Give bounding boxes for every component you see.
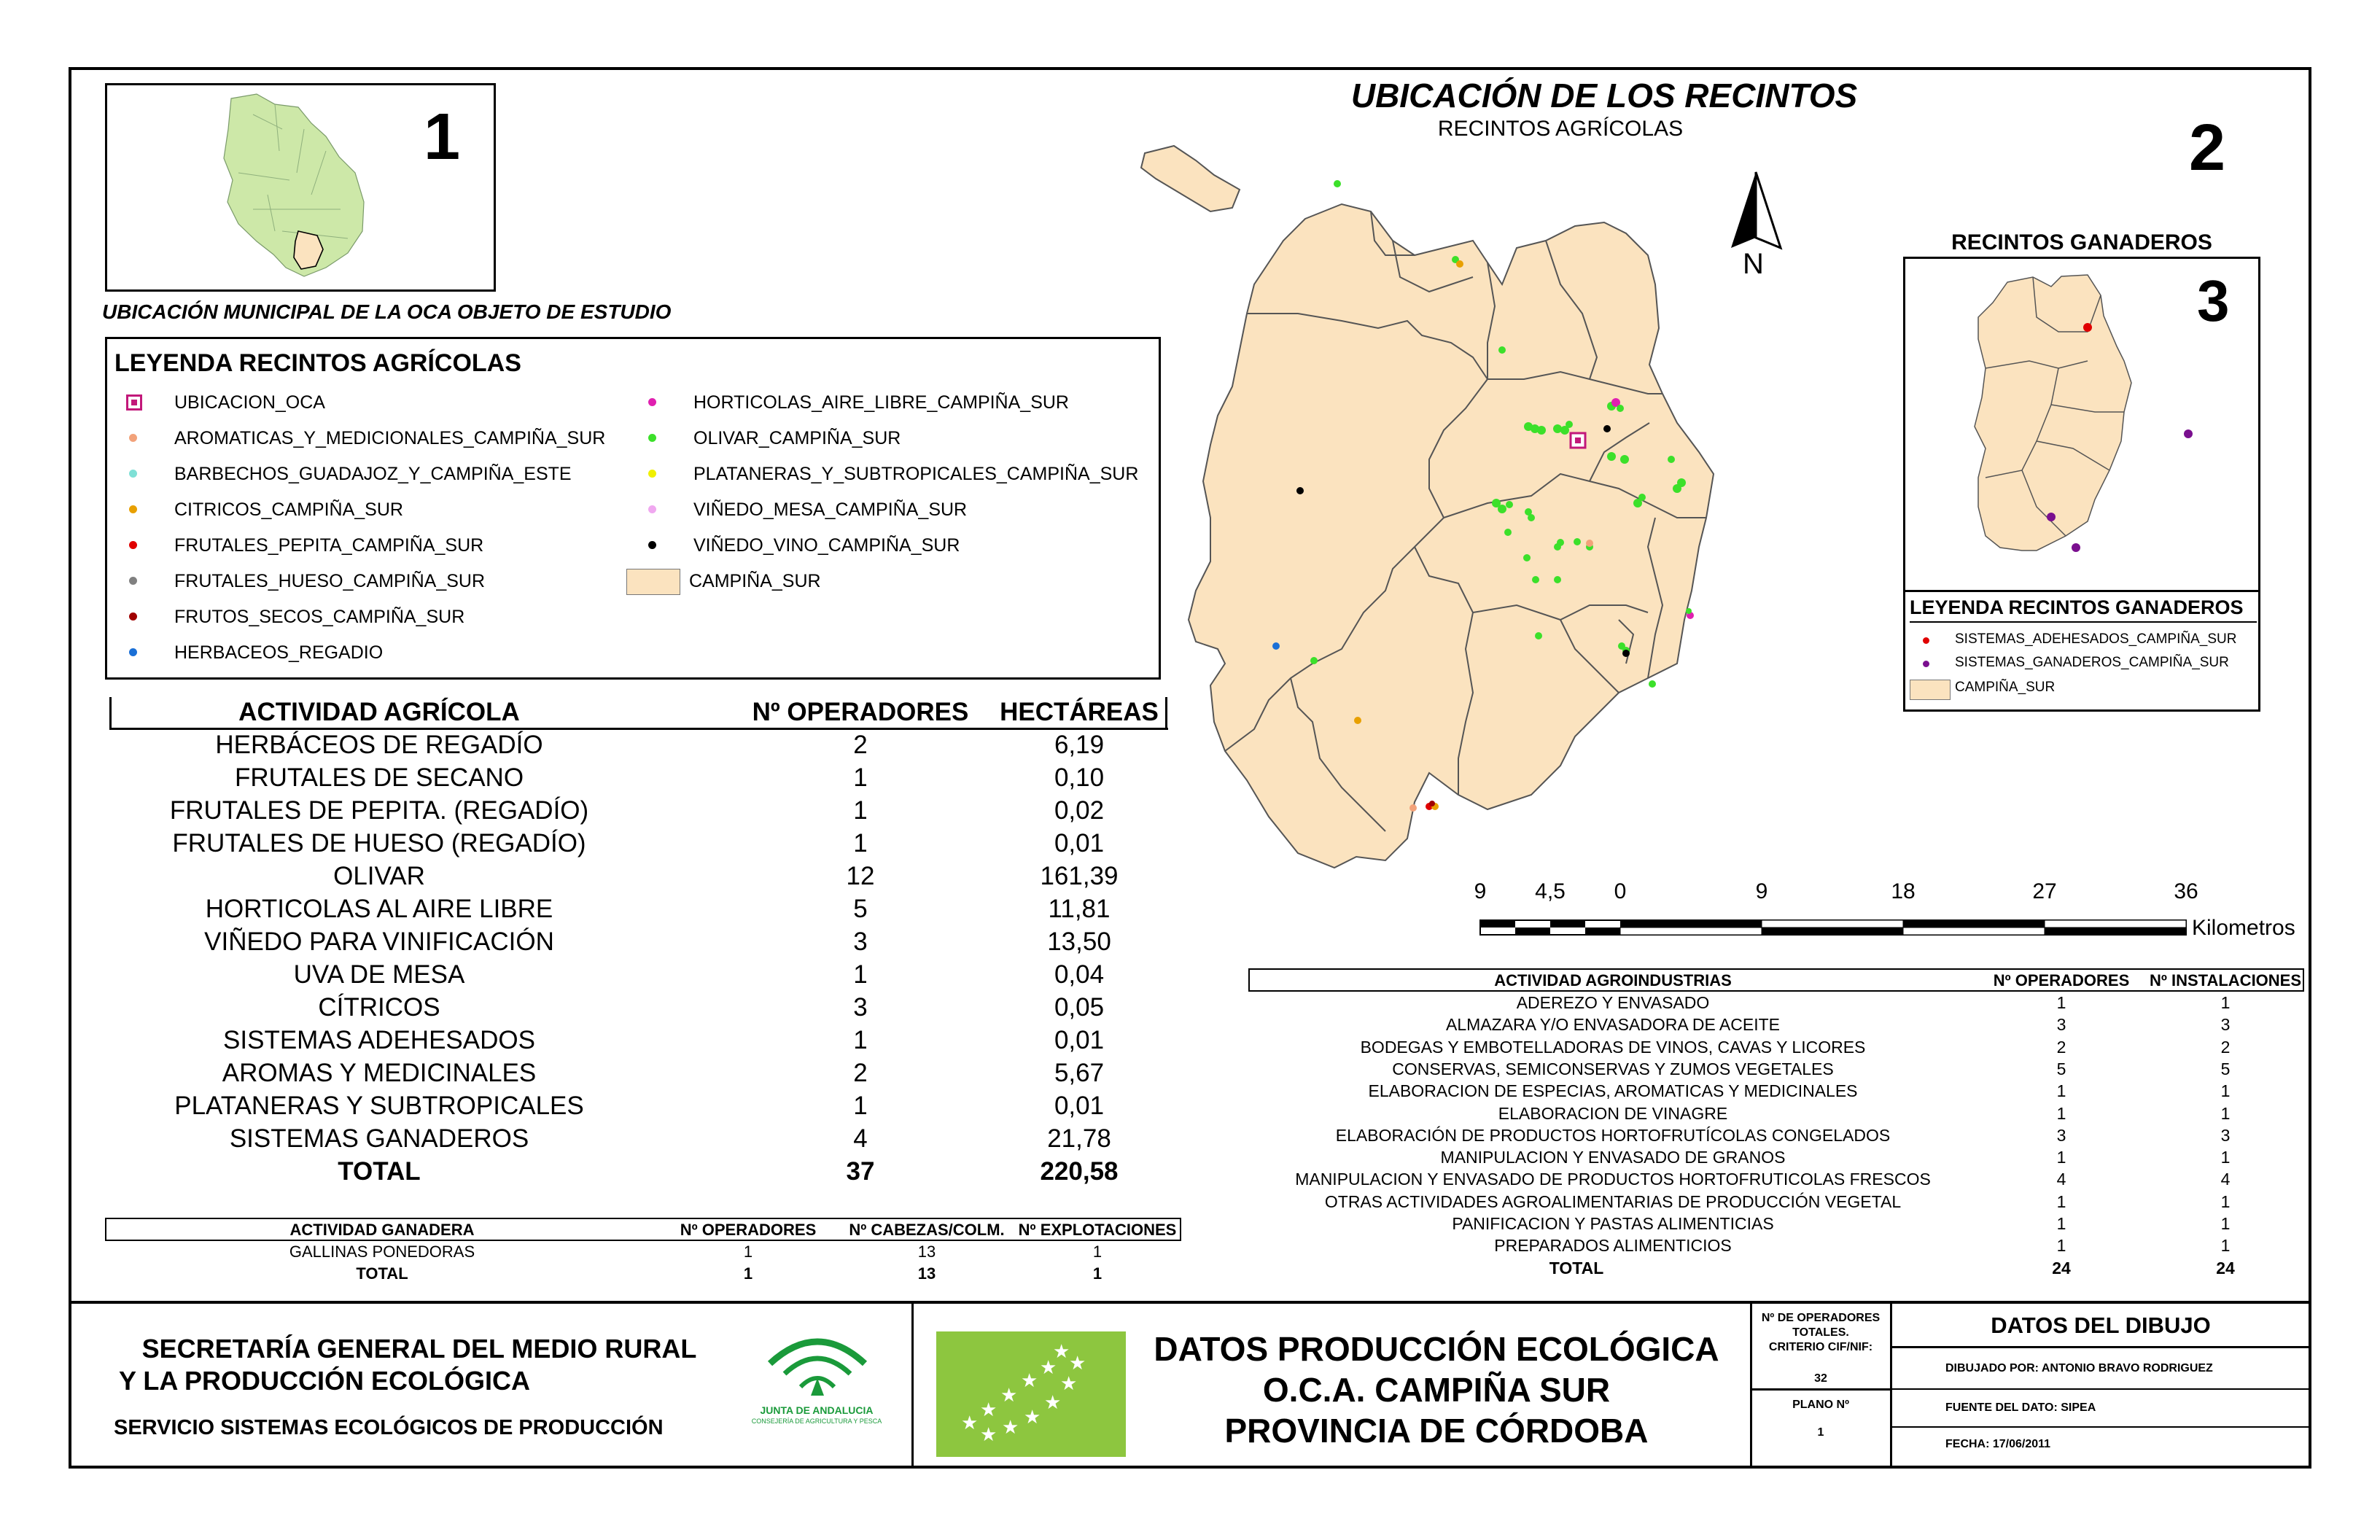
table-row [105,1241,1184,1263]
agri-hectares: 5,67 [1054,1059,1105,1087]
agri-activity: FRUTALES DE PEPITA. (REGADÍO) [169,796,589,825]
agroind-activity: ELABORACIÓN DE PRODUCTOS HORTOFRUTÍCOLAS CONGELADOS [1335,1125,1891,1145]
citricos-point [1354,717,1361,724]
agroind-activity: OTRAS ACTIVIDADES AGROALIMENTARIAS DE PRODUCCIÓN VEGETAL [1324,1191,1902,1211]
livestock-legend-item: SISTEMAS_GANADEROS_CAMPIÑA_SUR [1955,655,2229,670]
table-row [109,1090,1168,1122]
table-row [109,1123,1168,1155]
drawing-title: DATOS DEL DIBUJO [1991,1312,2211,1338]
agri-header-hectares: HECTÁREAS [1000,698,1159,726]
livestock-legend-item: CAMPIÑA_SUR [1955,680,2056,695]
agri-operators: 2 [853,1059,868,1087]
agroind-total-row [1248,1257,2307,1279]
agri-legend [105,337,1161,680]
olivar-point [1677,478,1686,487]
agroind-table [1248,968,2307,1282]
scale-segment [2045,928,2186,935]
operators-label-3: CRITERIO CIF/NIF: [1768,1341,1873,1353]
table-row [1248,1080,2307,1102]
agroind-header [1248,970,2307,992]
agri-operators: 1 [853,829,868,858]
agroind-operators: 1 [2056,1148,2066,1167]
agri-header-activity: ACTIVIDAD AGRÍCOLA [238,698,520,726]
agroind-activity: ELABORACION DE ESPECIAS, AROMATICAS Y MEDICINALES [1368,1081,1858,1101]
agroind-installations: 1 [2220,1214,2231,1233]
table-row [109,795,1168,827]
sistemas-adehesados-point [2083,323,2092,332]
agroind-operators: 1 [2056,1236,2066,1256]
olivar-point [1620,455,1629,464]
legend-item-label: HORTICOLAS_AIRE_LIBRE_CAMPIÑA_SUR [693,392,1069,413]
table-row [1248,1058,2307,1080]
agroind-header-operators: Nº OPERADORES [1993,971,2130,989]
livestock-header-activity: ACTIVIDAD GANADERA [289,1221,475,1239]
agroind-activity: TOTAL [1549,1258,1604,1278]
service-name: SERVICIO SISTEMAS ECOLÓGICOS DE PRODUCCIÓN [114,1416,664,1439]
table-row [109,992,1168,1024]
agroind-activity: ELABORACION DE VINAGRE [1498,1103,1728,1123]
agri-activity: FRUTALES DE SECANO [234,763,524,792]
legend-item-label: VIÑEDO_MESA_CAMPIÑA_SUR [693,499,968,520]
plano-value: 1 [1817,1426,1824,1439]
agri-hectares: 0,01 [1054,1092,1105,1120]
livestock-activity: GALLINAS PONEDORAS [289,1242,475,1261]
table-row [1248,1102,2307,1124]
agroind-activity: PREPARADOS ALIMENTICIOS [1494,1236,1732,1256]
livestock-legend-rule [1910,621,2257,623]
legend-item-label: HERBACEOS_REGADIO [174,642,384,663]
point-swatch [648,434,656,442]
legend-item-label: CAMPIÑA_SUR [689,571,821,591]
scale-unit: Kilometros [2192,916,2295,940]
table-row [109,926,1168,958]
legend-item-label: BARBECHOS_GUADAJOZ_Y_CAMPIÑA_ESTE [174,464,572,484]
livestock-operators: 1 [743,1242,753,1261]
olivar-point [1649,680,1656,688]
agroind-installations: 3 [2220,1015,2231,1035]
agri-activity: SISTEMAS ADEHESADOS [223,1026,535,1054]
drawing-row-rule-1 [1890,1388,2311,1390]
livestock-legend-title: LEYENDA RECINTOS GANADEROS [1910,596,2244,618]
scale-segment [1480,920,1515,928]
agri-activity: VIÑEDO PARA VINIFICACIÓN [204,928,554,956]
agroind-operators: 5 [2056,1059,2066,1078]
agri-operators: 37 [846,1157,875,1186]
scale-tick-label: 18 [1891,879,1916,903]
svg-text:★: ★ [1000,1385,1018,1407]
footer-cell-rule [1750,1388,1890,1391]
table-row [109,1024,1168,1057]
agroind-operators: 1 [2056,993,2066,1012]
agri-hectares: 11,81 [1048,895,1111,923]
drawn-by: DIBUJADO POR: ANTONIO BRAVO RODRIGUEZ [1945,1362,2213,1374]
point-swatch [129,434,137,442]
scale-segment [1585,928,1620,935]
agroind-operators: 24 [2052,1258,2071,1278]
main-map-svg [1123,139,1779,897]
table-row [1248,1234,2307,1256]
agri-total-row [109,1156,1168,1188]
map-subtitle: RECINTOS AGRÍCOLAS [1437,117,1684,141]
agri-operators: 3 [853,928,868,956]
agri-operators: 1 [853,960,868,989]
agroind-installations: 1 [2220,993,2231,1012]
scale-segment [1515,928,1550,935]
olivar-point [1506,501,1513,508]
agri-operators: 1 [853,1026,868,1054]
livestock-total-farms: 1 [1092,1264,1102,1283]
scale-tick-label: 27 [2032,879,2057,903]
point-swatch [129,505,137,513]
livestock-total-label: TOTAL [356,1264,408,1283]
scale-tick-label: 36 [2174,879,2198,903]
province-outline [224,94,364,276]
table-row [109,860,1168,892]
scale-tick-label: 0 [1614,879,1627,903]
sistemas-ganaderos-point [2072,543,2080,552]
point-swatch [129,470,137,478]
agroind-operators: 4 [2056,1170,2066,1189]
scale-tick-label: 9 [1755,879,1768,903]
olivar-point [1535,632,1542,639]
scale-tick-label: 4,5 [1535,879,1566,903]
table-row [109,1057,1168,1089]
inset3-title: RECINTOS GANADEROS [1951,230,2212,254]
agroind-activity: CONSERVAS, SEMICONSERVAS Y ZUMOS VEGETALES [1392,1059,1834,1078]
agroind-installations: 1 [2220,1148,2231,1167]
point-swatch [648,398,656,406]
svg-text:★: ★ [1053,1341,1070,1363]
main-title-1: DATOS PRODUCCIÓN ECOLÓGICA [1154,1330,1719,1368]
olivar-point [1528,514,1535,521]
svg-text:★: ★ [1002,1417,1019,1439]
svg-text:★: ★ [980,1424,998,1446]
table-row [109,893,1168,925]
map-number-3: 3 [2197,268,2230,333]
olivar-point [1504,529,1512,536]
footer-divider-1 [911,1301,914,1469]
livestock-farms: 1 [1092,1242,1102,1261]
livestock-total-heads: 13 [917,1264,936,1283]
olivar-point [1532,576,1539,583]
olivar-point [1553,424,1562,433]
scale-segment [1762,928,1903,935]
table-row [1248,1213,2307,1234]
legend-item-label: VIÑEDO_VINO_CAMPIÑA_SUR [693,535,960,556]
olivar-point [1566,421,1573,428]
legend-item-label: OLIVAR_CAMPIÑA_SUR [693,428,901,448]
legend-item-label: FRUTOS_SECOS_CAMPIÑA_SUR [174,607,465,627]
agri-activity: SISTEMAS GANADEROS [229,1124,529,1153]
point-swatch [129,612,137,621]
inset-map-livestock [1903,257,2260,592]
agri-hectares: 0,01 [1054,1026,1105,1054]
inset1-caption: UBICACIÓN MUNICIPAL DE LA OCA OBJETO DE ESTUDIO [102,300,672,323]
municipality-north-island [1141,146,1240,211]
svg-text:★: ★ [1044,1392,1062,1414]
point-swatch [129,541,137,549]
svg-text:★: ★ [980,1399,998,1421]
inset-map-province [105,83,496,292]
point-swatch [129,648,137,656]
agroind-operators: 3 [2056,1125,2066,1145]
main-title-2: O.C.A. CAMPIÑA SUR [1262,1371,1611,1409]
agroind-activity: MANIPULACION Y ENVASADO DE PRODUCTOS HORTOFRUTICOLAS FRESCOS [1295,1170,1931,1189]
agroind-header-installations: Nº INSTALACIONES [2149,971,2302,989]
footer-divider-2 [1750,1301,1752,1469]
campina-sur-municipalities [1141,146,1714,868]
agri-activity: PLATANERAS Y SUBTROPICALES [174,1092,584,1120]
livestock-header-heads: Nº CABEZAS/COLM. [849,1221,1005,1239]
livestock-heads: 13 [917,1242,936,1261]
agroind-installations: 3 [2220,1125,2231,1145]
livestock-total-row [105,1263,1184,1285]
agri-activity: OLIVAR [333,862,425,890]
sistemas-ganaderos-point [2047,513,2056,521]
agri-hectares: 0,01 [1054,829,1105,858]
agri-hectares: 161,39 [1040,862,1119,890]
agri-operators: 1 [853,1092,868,1120]
agri-activity: TOTAL [338,1157,421,1186]
frutos-secos-point [1429,801,1435,806]
svg-text:★: ★ [1021,1370,1038,1392]
legend-item-label: FRUTALES_HUESO_CAMPIÑA_SUR [174,571,486,591]
agri-operators: 3 [853,993,868,1022]
olivar-point [1523,554,1531,561]
livestock-table [105,1218,1184,1291]
agroind-operators: 1 [2056,1214,2066,1233]
svg-text:★: ★ [1040,1357,1057,1379]
olivar-point [1607,452,1616,461]
org-line-1: SECRETARÍA GENERAL DEL MEDIO RURAL [141,1334,697,1364]
scale-bar [1458,879,2333,945]
map-title: UBICACIÓN DE LOS RECINTOS [1350,77,1858,114]
north-label: N [1743,248,1764,280]
table-row [109,729,1168,761]
operators-value: 32 [1814,1372,1827,1385]
agri-operators: 4 [853,1124,868,1153]
olivar-point [1498,346,1506,354]
svg-text:★: ★ [1069,1353,1086,1374]
table-row [109,959,1168,991]
legend-item-label: FRUTALES_PEPITA_CAMPIÑA_SUR [174,535,484,556]
agri-hectares: 220,58 [1040,1157,1119,1186]
herbaceos-point [1272,642,1280,650]
livestock-header-farms: Nº EXPLOTACIONES [1018,1221,1177,1239]
olivar-point [1638,494,1646,501]
livestock-header [105,1219,1184,1241]
table-row [1248,1146,2307,1168]
junta-sub: CONSEJERÍA DE AGRICULTURA Y PESCA [751,1418,882,1425]
agri-activity: HERBÁCEOS DE REGADÍO [215,731,543,759]
vinedo-vino-point [1296,487,1304,494]
svg-text:★: ★ [1024,1407,1041,1428]
olivar-point [1537,426,1546,435]
data-source: FUENTE DEL DATO: SIPEA [1945,1401,2096,1414]
agri-header-operators: Nº OPERADORES [752,698,969,726]
agroind-installations: 5 [2220,1059,2231,1078]
olivar-point [1557,539,1564,546]
point-swatch [648,541,656,549]
aromaticas-point [1409,804,1417,812]
livestock-header-operators: Nº OPERADORES [680,1221,817,1239]
operators-label-2: TOTALES. [1792,1326,1849,1339]
legend-item-label: UBICACION_OCA [174,392,325,413]
sistemas-ganaderos-swatch [1923,661,1929,667]
agroind-installations: 1 [2220,1081,2231,1101]
agri-hectares: 0,02 [1054,796,1105,825]
sistemas-ganaderos-point [2184,429,2193,438]
scale-segment [1903,920,2045,928]
livestock-legend-item: SISTEMAS_ADEHESADOS_CAMPIÑA_SUR [1955,631,2237,647]
olivar-point [1498,505,1506,513]
drawing-title-rule [1890,1346,2311,1348]
livestock-map-outline [1975,275,2131,551]
agri-hectares: 0,05 [1054,993,1105,1022]
olivar-point [1668,456,1675,463]
eu-organic-logo [936,1331,1126,1457]
agri-hectares: 0,04 [1054,960,1105,989]
olivar-point [1310,657,1318,664]
agri-operators: 1 [853,796,868,825]
olivar-point [1574,538,1581,545]
agroind-installations: 4 [2220,1170,2231,1189]
agroind-operators: 3 [2056,1015,2066,1035]
agroind-activity: BODEGAS Y EMBOTELLADORAS DE VINOS, CAVAS Y LICORES [1360,1037,1866,1057]
svg-text:★: ★ [1060,1373,1078,1395]
agri-activity: HORTICOLAS AL AIRE LIBRE [205,895,553,923]
map-number-2: 2 [2189,112,2226,184]
livestock-total-operators: 1 [743,1264,753,1283]
agri-hectares: 21,78 [1047,1124,1111,1153]
point-swatch [129,577,137,585]
legend-item-label: AROMATICAS_Y_MEDICIONALES_CAMPIÑA_SUR [174,428,606,448]
agroind-header-activity: ACTIVIDAD AGROINDUSTRIAS [1494,971,1732,989]
point-swatch [648,470,656,478]
agroind-activity: MANIPULACION Y ENVASADO DE GRANOS [1440,1148,1786,1167]
table-row [1248,1014,2307,1035]
vinedo-vino-point [1622,650,1630,657]
olivar-point [1554,576,1561,583]
agri-activity: CÍTRICOS [318,993,440,1022]
drawing-date: FECHA: 17/06/2011 [1945,1438,2051,1450]
aromaticas-point [1586,540,1593,547]
org-line-2: Y LA PRODUCCIÓN ECOLÓGICA [118,1366,531,1396]
agroind-activity: ALMAZARA Y/O ENVASADORA DE ACEITE [1445,1015,1780,1035]
agroind-activity: ADEREZO Y ENVASADO [1516,993,1710,1012]
table-row [1248,1168,2307,1190]
scale-segment [1550,920,1585,928]
agroind-operators: 2 [2056,1037,2066,1057]
agri-table [109,697,1168,1186]
scale-bar-svg [1458,916,2202,939]
table-row [1248,992,2307,1014]
junta-name: JUNTA DE ANDALUCIA [760,1404,874,1416]
scale-tick-label: 9 [1474,879,1487,903]
agroind-activity: PANIFICACION Y PASTAS ALIMENTICIAS [1452,1214,1774,1233]
agroind-installations: 2 [2220,1037,2231,1057]
agri-operators: 1 [853,763,868,792]
legend-item-label: CITRICOS_CAMPIÑA_SUR [174,499,403,520]
agroind-installations: 1 [2220,1236,2231,1256]
agri-activity: AROMAS Y MEDICINALES [222,1059,537,1087]
agri-activity: UVA DE MESA [293,960,465,989]
agroind-operators: 1 [2056,1191,2066,1211]
svg-text:★: ★ [961,1412,979,1434]
agri-hectares: 6,19 [1054,731,1105,759]
scale-segment [1620,920,1762,928]
point-swatch [648,505,656,513]
agri-operators: 2 [853,731,868,759]
agroind-installations: 1 [2220,1191,2231,1211]
agroind-operators: 1 [2056,1103,2066,1123]
table-row [1248,1036,2307,1058]
agroind-operators: 1 [2056,1081,2066,1101]
citricos-point [1456,260,1463,268]
campina-sur-swatch [1910,680,1951,700]
drawing-row-rule-2 [1890,1426,2311,1428]
vinedo-vino-point [1603,425,1611,432]
table-row [1248,1191,2307,1213]
livestock-legend [1903,592,2260,712]
table-row [1248,1124,2307,1146]
oca-marker-swatch [126,394,142,411]
table-row [109,762,1168,794]
agri-operators: 12 [846,862,875,890]
area-swatch [626,569,680,595]
table-row [109,828,1168,860]
olivar-point [1686,608,1692,614]
ubicacion-oca-marker [1571,433,1585,448]
municipality-main [1189,204,1714,868]
footer-top-rule [69,1301,2311,1304]
main-title-3: PROVINCIA DE CÓRDOBA [1224,1412,1649,1450]
plano-label: PLANO Nº [1792,1399,1849,1411]
agroind-installations: 24 [2216,1258,2235,1278]
agri-table-header [109,697,1168,728]
olivar-point [1334,180,1341,187]
agri-activity: FRUTALES DE HUESO (REGADÍO) [172,829,586,858]
olivar-point [1617,405,1624,412]
agri-hectares: 13,50 [1047,928,1111,956]
agri-legend-title: LEYENDA RECINTOS AGRÍCOLAS [114,349,521,377]
agri-operators: 5 [853,895,868,923]
legend-item-label: PLATANERAS_Y_SUBTROPICALES_CAMPIÑA_SUR [693,464,1139,484]
agri-hectares: 0,10 [1054,763,1105,792]
sistemas-adehesados-swatch [1923,637,1929,644]
operators-label-1: Nº DE OPERADORES [1761,1312,1881,1324]
map-number-1: 1 [424,101,461,174]
agroind-installations: 1 [2220,1103,2231,1123]
